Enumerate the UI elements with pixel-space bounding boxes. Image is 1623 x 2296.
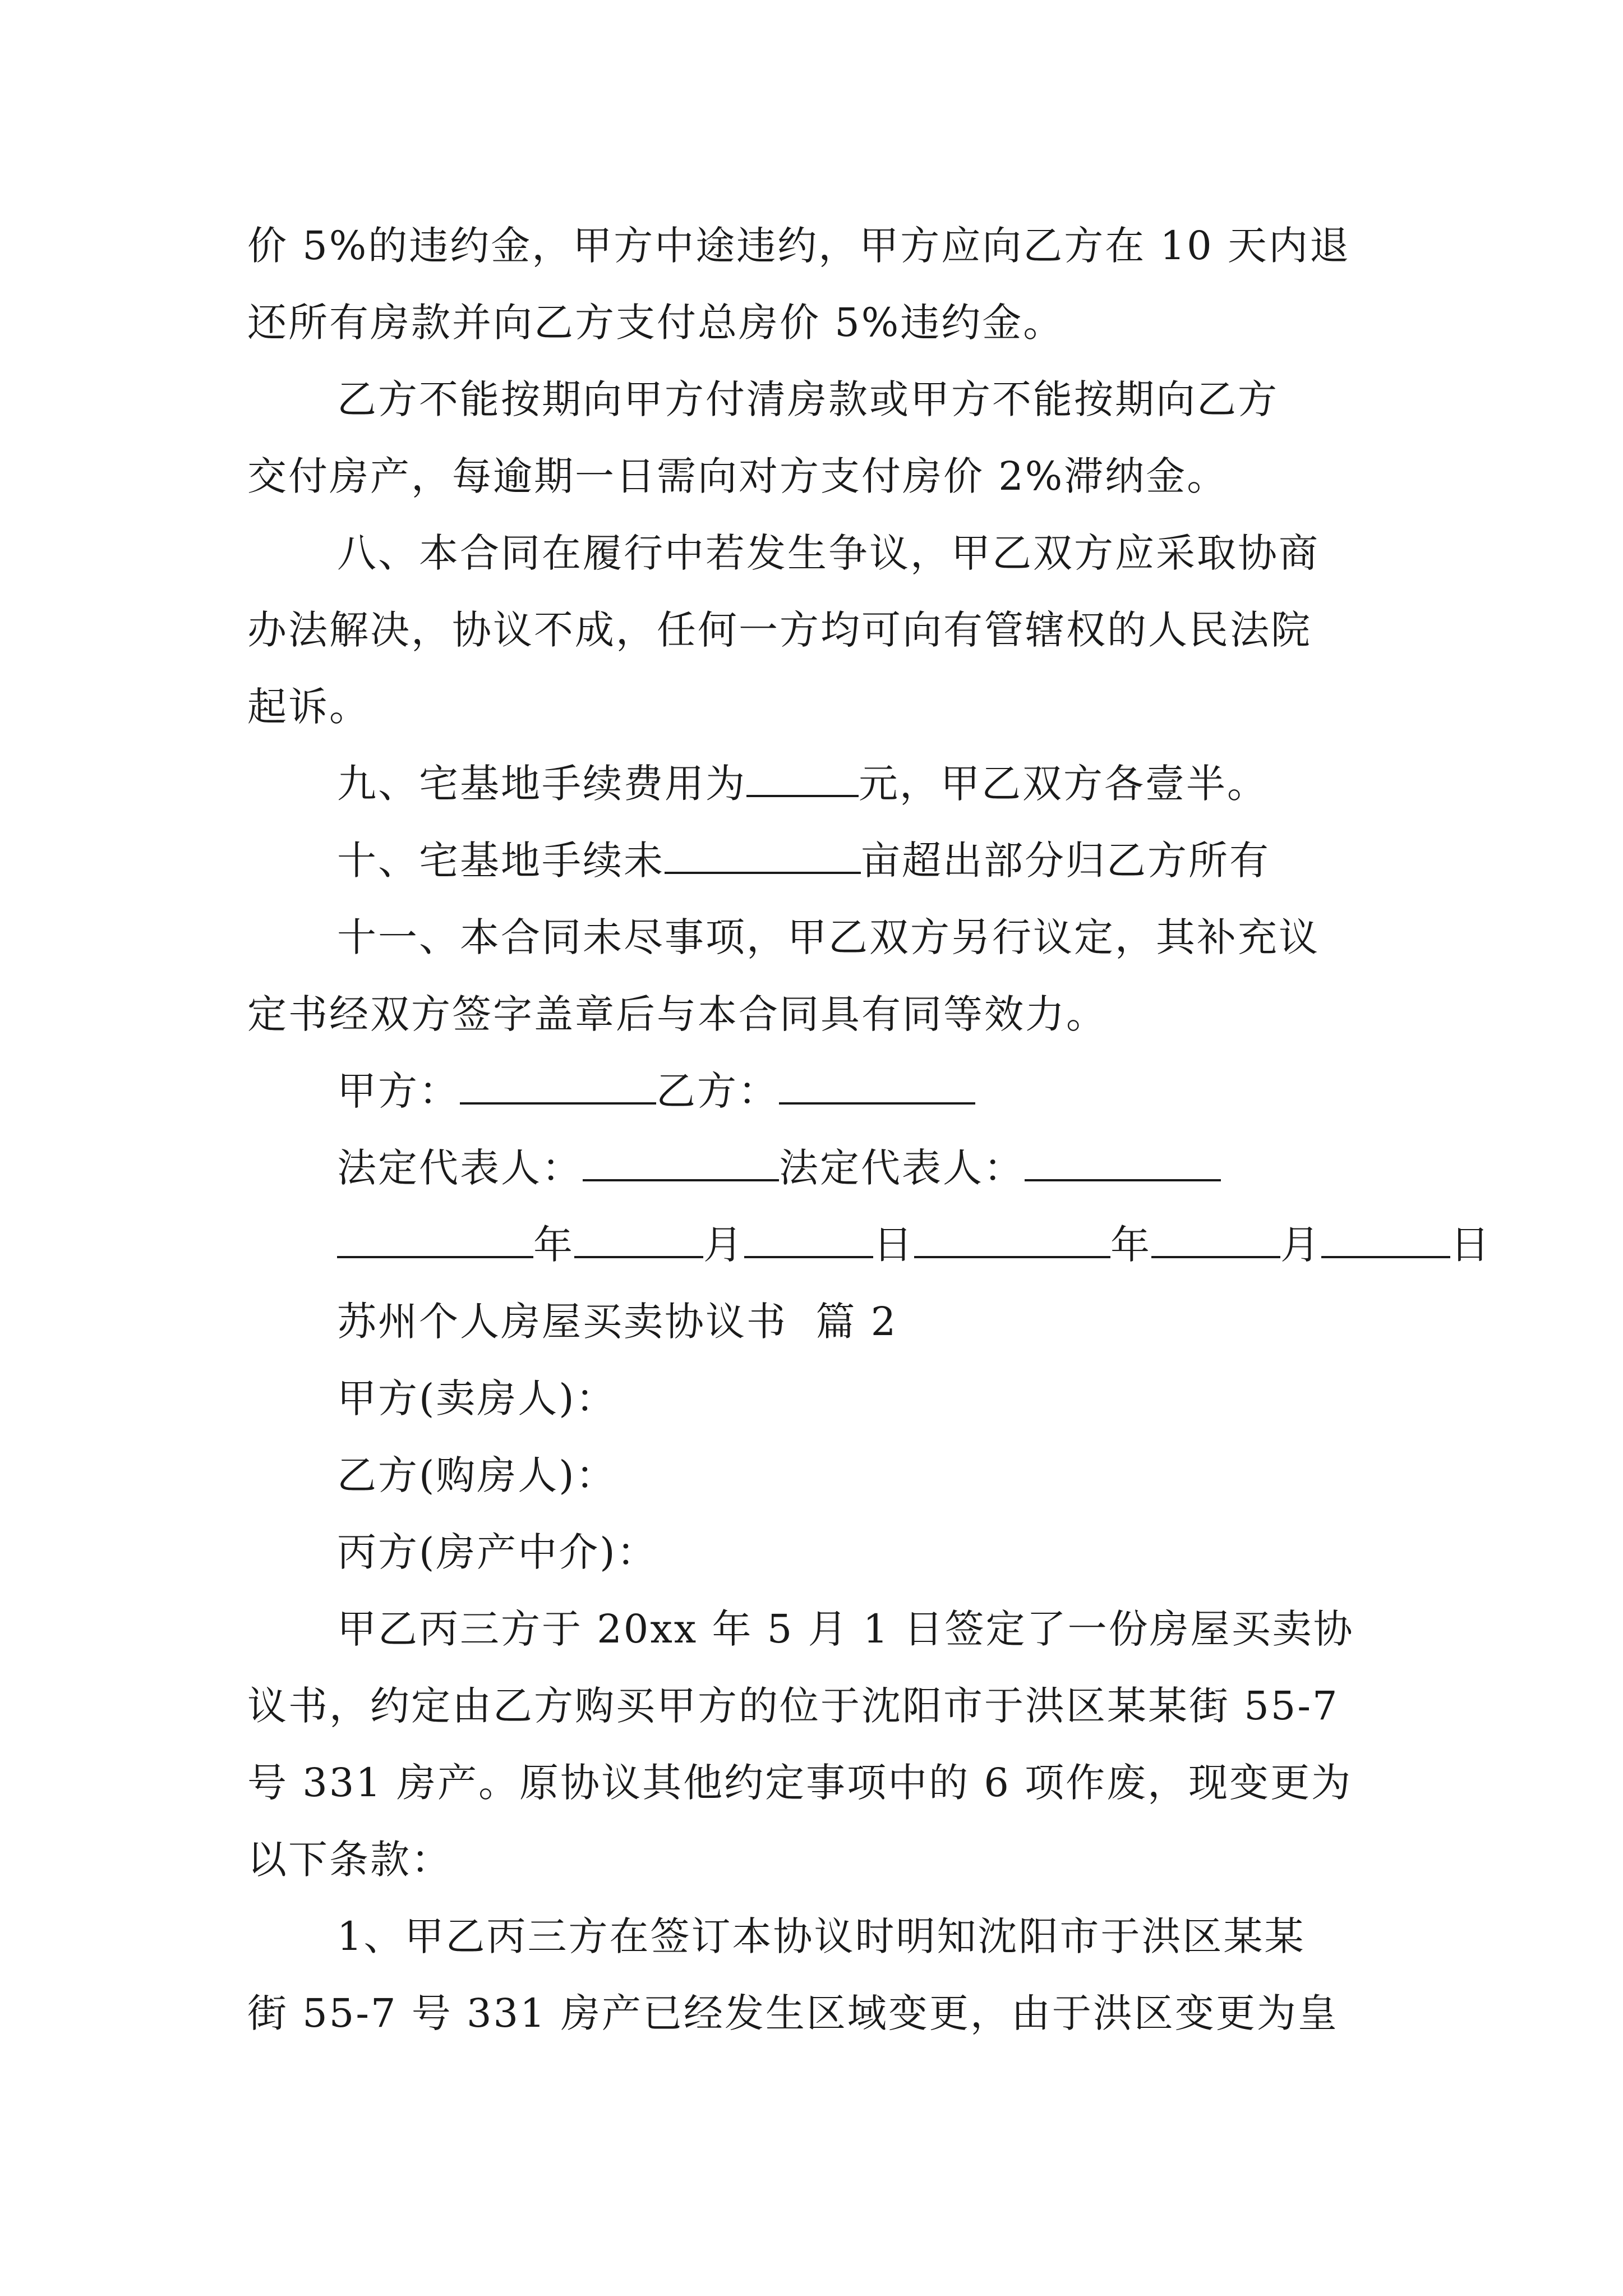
fill-blank — [914, 1217, 1110, 1258]
document-body — [247, 208, 1491, 2052]
party-b-label: 乙方： — [656, 1068, 779, 1114]
paragraph-line: 以下条款： — [247, 1837, 452, 1883]
day-label: 日 — [1450, 1222, 1491, 1268]
year-label: 年 — [533, 1222, 574, 1268]
paragraph-line: 1、甲乙丙三方在签订本协议时明知沈阳市于洪区某某 — [337, 1913, 1306, 1959]
clause-ten-before: 十、宅基地手续未 — [337, 838, 665, 884]
clause-nine-before: 九、宅基地手续费用为 — [337, 761, 746, 807]
fill-blank — [746, 756, 859, 797]
paragraph-line: 甲乙丙三方于 20xx 年 5 月 1 日签定了一份房屋买卖协 — [337, 1606, 1354, 1652]
fill-blank — [1151, 1217, 1280, 1258]
clause-ten-after: 亩超出部分归乙方所有 — [861, 838, 1270, 884]
signature-representatives — [247, 1130, 1391, 1207]
month-label: 月 — [703, 1222, 744, 1268]
paragraph-line: 还所有房款并向乙方支付总房价 5%违约金。 — [247, 300, 1064, 346]
month-label: 月 — [1280, 1222, 1321, 1268]
section-title: 苏州个人房屋买卖协议书 篇 2 — [337, 1299, 898, 1345]
fill-blank — [665, 832, 861, 874]
fill-blank — [779, 1063, 975, 1105]
rep-a-label: 法定代表人： — [337, 1145, 583, 1191]
paragraph-line: 八、本合同在履行中若发生争议，甲乙双方应采取协商 — [337, 530, 1320, 576]
buyer-line: 乙方(购房人)： — [337, 1452, 617, 1498]
signature-dates — [247, 1207, 1491, 1283]
day-label: 日 — [873, 1222, 914, 1268]
paragraph-line: 交付房产，每逾期一日需向对方支付房价 2%滞纳金。 — [247, 453, 1228, 499]
fill-blank — [460, 1063, 656, 1105]
paragraph-line: 议书，约定由乙方购买甲方的位于沈阳市于洪区某某街 55-7 — [247, 1683, 1339, 1729]
paragraph-line: 乙方不能按期向甲方付清房款或甲方不能按期向乙方 — [337, 376, 1279, 422]
fill-blank — [1321, 1217, 1450, 1258]
year-label: 年 — [1110, 1222, 1151, 1268]
paragraph-line: 办法解决，协议不成，任何一方均可向有管辖权的人民法院 — [247, 607, 1312, 653]
fill-blank — [337, 1217, 533, 1258]
paragraph-line: 定书经双方签字盖章后与本合同具有同等效力。 — [247, 991, 1107, 1037]
fill-blank — [1025, 1140, 1221, 1181]
signature-parties — [247, 1053, 1391, 1130]
paragraph-line: 十一、本合同未尽事项，甲乙双方另行议定，其补充议 — [337, 914, 1320, 960]
agent-line: 丙方(房产中介)： — [337, 1529, 658, 1575]
seller-line: 甲方(卖房人)： — [337, 1375, 617, 1421]
clause-nine — [247, 746, 1391, 822]
fill-blank — [574, 1217, 703, 1258]
fill-blank — [744, 1217, 873, 1258]
paragraph-line: 价 5%的违约金，甲方中途违约，甲方应向乙方在 10 天内退 — [247, 223, 1350, 269]
paragraph-line: 起诉。 — [247, 684, 370, 730]
clause-nine-after: 元，甲乙双方各壹半。 — [859, 761, 1268, 807]
party-a-label: 甲方： — [337, 1068, 460, 1114]
rep-b-label: 法定代表人： — [779, 1145, 1025, 1191]
paragraph-line: 街 55-7 号 331 房产已经发生区域变更，由于洪区变更为皇 — [247, 1990, 1339, 2036]
paragraph-line: 号 331 房产。原协议其他约定事项中的 6 项作废，现变更为 — [247, 1760, 1353, 1806]
fill-blank — [583, 1140, 779, 1181]
clause-ten — [247, 822, 1391, 899]
